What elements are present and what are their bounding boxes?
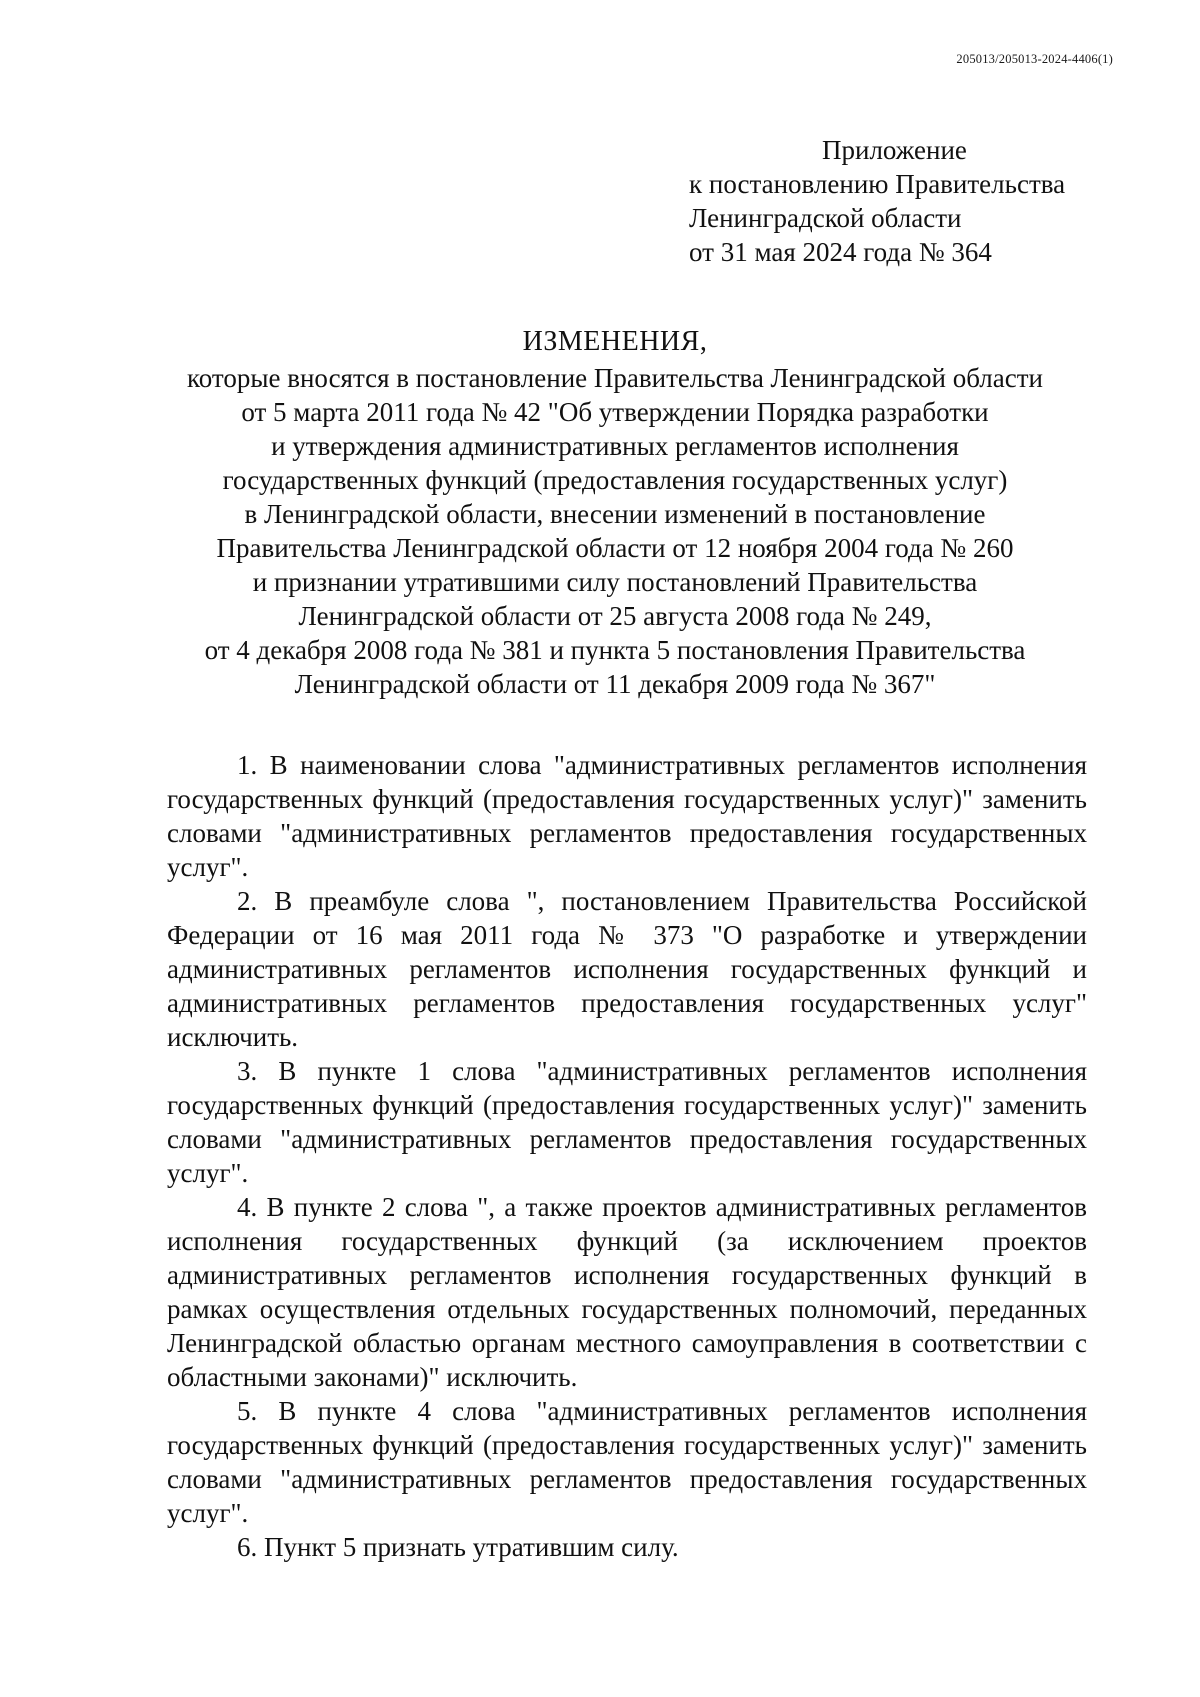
title-line: в Ленинградской области, внесении изменений в постановление <box>244 499 986 529</box>
title-line: от 5 марта 2011 года № 42 "Об утверждении Порядка разработки <box>241 397 989 427</box>
title-line: и признании утратившими силу постановлений Правительства <box>252 567 978 597</box>
appendix-block <box>689 133 1065 269</box>
title-line: Ленинградской области от 25 августа 2008 года № 249, <box>298 601 932 631</box>
appendix-line: Приложение <box>822 135 967 165</box>
appendix-line: к постановлению Правительства <box>689 169 1066 199</box>
amendment-item-5: 5. В пункте 4 слова "административных регламентов исполнения государственных функций (предоставления государственных услуг)" заменить словами "административных регламентов предоставления государственных услуг". <box>167 1396 1087 1528</box>
amendment-item-3: 3. В пункте 1 слова "административных регламентов исполнения государственных функций (предоставления государственных услуг)" заменить словами "административных регламентов предоставления государственных услуг". <box>167 1056 1087 1188</box>
title-line: Правительства Ленинградской области от 12 ноября 2004 года № 260 <box>216 533 1014 563</box>
appendix-line: Ленинградской области <box>689 203 962 233</box>
title-line: которые вносятся в постановление Правительства Ленинградской области <box>186 363 1043 393</box>
amendment-item-4: 4. В пункте 2 слова ", а также проектов административных регламентов исполнения государственных функций (за исключением проектов административных регламентов исполнения государственных функций в рамках осуществления отдельных государственных полномочий, переданных Ленинградской областью органам местного самоуправления в соответствии с областными законами)" исключить. <box>167 1192 1087 1392</box>
title-block <box>160 325 1070 701</box>
title-line: и утверждения административных регламентов исполнения <box>271 431 959 461</box>
amendment-item-6: 6. Пункт 5 признать утратившим силу. <box>237 1532 679 1562</box>
document-body <box>167 748 1087 1564</box>
title-line: от 4 декабря 2008 года № 381 и пункта 5 постановления Правительства <box>204 635 1026 665</box>
appendix-line: от 31 мая 2024 года № 364 <box>689 237 992 267</box>
title-line: Ленинградской области от 11 декабря 2009 года № 367" <box>294 669 936 699</box>
amendment-item-2: 2. В преамбуле слова ", постановлением Правительства Российской Федерации от 16 мая 2011 года № 373 "О разработке и утверждении административных регламентов исполнения государственных функций и административных регламентов предоставления государственных услуг" исключить. <box>167 886 1087 1052</box>
document-code: 205013/205013-2024-4406(1) <box>956 52 1113 66</box>
document-heading: ИЗМЕНЕНИЯ, <box>522 326 708 357</box>
title-line: государственных функций (предоставления государственных услуг) <box>222 465 1008 495</box>
amendment-item-1: 1. В наименовании слова "административных регламентов исполнения государственных функций (предоставления государственных услуг)" заменить словами "административных регламентов предоставления государственных услуг". <box>167 750 1087 882</box>
